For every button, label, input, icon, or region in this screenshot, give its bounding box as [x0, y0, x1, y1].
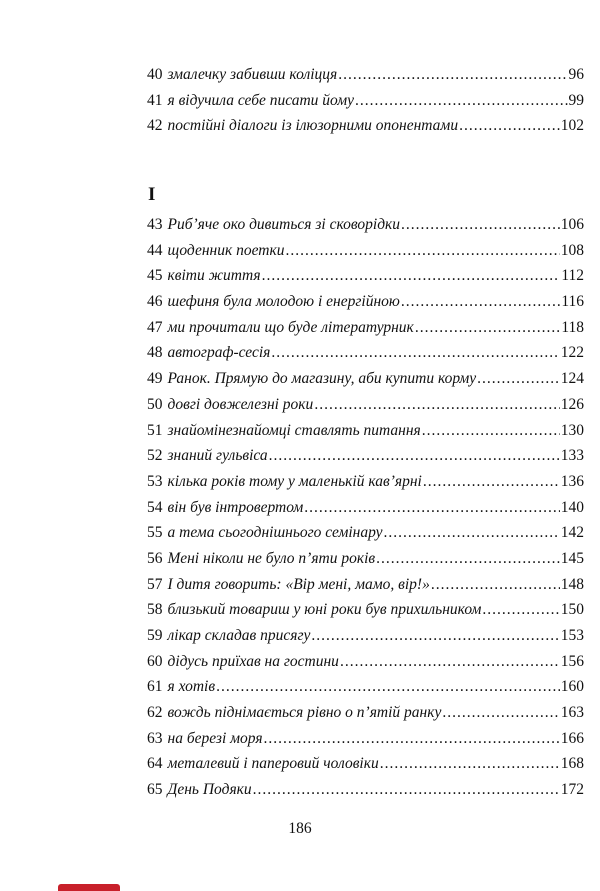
toc-entry	[147, 392, 584, 418]
toc-entry-number: 60	[147, 652, 163, 670]
toc-entry	[147, 315, 584, 341]
dot-leader	[482, 597, 559, 623]
toc-entry-page: 122	[560, 344, 584, 362]
toc-entry-page: 136	[560, 472, 584, 490]
toc-entry-page: 99	[568, 91, 584, 109]
toc-entry-title: Риб’яче око дивиться зі сковорідки	[167, 216, 401, 233]
toc-entry-title: знайомінезнайомці ставлять питання	[167, 421, 421, 439]
toc-entry-page: 140	[560, 498, 584, 516]
toc-entry-page: 148	[560, 575, 584, 593]
toc-entry-number: 45	[147, 267, 163, 285]
toc-entry	[147, 469, 584, 495]
toc-entry	[147, 418, 584, 444]
toc-entry-page: 96	[568, 66, 584, 83]
toc-entry-title: квіти життя	[167, 267, 261, 285]
toc-entry-number: 51	[147, 421, 163, 439]
dot-leader	[304, 495, 559, 521]
dot-leader	[271, 340, 559, 366]
section-heading: І	[148, 184, 156, 205]
toc-entry-page: 168	[560, 755, 584, 773]
dot-leader	[401, 212, 560, 238]
toc-entry-number: 57	[147, 575, 163, 593]
dot-leader	[459, 113, 560, 139]
toc-entry-number: 61	[147, 678, 163, 696]
toc-entry-number: 63	[147, 729, 163, 747]
toc-entry-number: 41	[147, 91, 163, 109]
toc-entry-number: 65	[147, 781, 163, 799]
toc-entry-number: 55	[147, 524, 163, 542]
toc-entry-page: 112	[561, 267, 584, 285]
toc-top-group	[147, 62, 584, 139]
toc-entry-number: 44	[147, 241, 163, 259]
toc-entry	[147, 212, 584, 238]
toc-entry-title: він був інтровертом	[167, 498, 304, 516]
toc-entry-page: 126	[560, 395, 584, 413]
page-number: 186	[288, 820, 312, 837]
dot-leader	[253, 777, 560, 803]
toc-entry-page: 142	[560, 524, 584, 542]
toc-entry-number: 48	[147, 344, 163, 362]
dot-leader	[216, 674, 560, 700]
toc-entry-page: 145	[560, 549, 584, 567]
dot-leader	[311, 623, 559, 649]
toc-entry-title: довгі довжелезні роки	[167, 395, 314, 413]
toc-entry-title: І дитя говорить: «Вір мені, мамо, вір!»	[167, 575, 430, 593]
toc-entry-number: 43	[147, 216, 163, 233]
toc-entry	[147, 546, 584, 572]
dot-leader	[355, 88, 568, 114]
toc-entry-title: Мені ніколи не було п’яти років	[167, 549, 376, 567]
toc-entry-page: 160	[560, 678, 584, 696]
dot-leader	[477, 366, 560, 392]
dot-leader	[314, 392, 559, 418]
dot-leader	[262, 263, 561, 289]
toc-entry-number: 47	[147, 318, 163, 336]
toc-entry-page: 156	[560, 652, 584, 670]
dot-leader	[401, 289, 560, 315]
toc-section-group	[147, 212, 584, 803]
toc-entry-number: 62	[147, 704, 163, 722]
toc-entry	[147, 572, 584, 598]
dot-leader	[340, 649, 560, 675]
dot-leader	[338, 62, 567, 88]
toc-entry-title: автограф-сесія	[167, 344, 271, 362]
toc-entry-title: Ранок. Прямую до магазину, аби купити корму	[167, 370, 477, 388]
toc-entry-page: 108	[560, 241, 584, 259]
toc-entry	[147, 113, 584, 139]
toc-entry-number: 59	[147, 627, 163, 644]
toc-entry-number: 58	[147, 601, 163, 619]
toc-entry-page: 130	[560, 421, 584, 439]
toc-entry-title: ми прочитали що буде літературник	[167, 318, 414, 336]
toc-entry-title: знаний гульвіса	[167, 447, 268, 465]
toc-entry	[147, 751, 584, 777]
toc-entry-page: 172	[560, 781, 584, 799]
toc-entry-title: шефиня була молодою і енергійною	[167, 293, 400, 311]
toc-entry	[147, 238, 584, 264]
toc-entry-page: 133	[560, 447, 584, 465]
toc-entry-number: 46	[147, 293, 163, 311]
toc-entry	[147, 700, 584, 726]
toc-entry-title: близький товариш у юні роки був прихильником	[167, 601, 482, 619]
dot-leader	[384, 520, 560, 546]
toc-entry-number: 52	[147, 447, 163, 465]
dot-leader	[269, 443, 560, 469]
toc-entry-title: змалечку забивши коліцця	[167, 66, 338, 83]
toc-entry-number: 49	[147, 370, 163, 388]
toc-entry	[147, 495, 584, 521]
dot-leader	[422, 418, 560, 444]
toc-entry	[147, 366, 584, 392]
toc-entry	[147, 726, 584, 752]
toc-entry-title: вождь піднімається рівно о п’ятій ранку	[167, 704, 442, 722]
toc-entry	[147, 674, 584, 700]
toc-entry	[147, 777, 584, 803]
toc-entry-title: постійні діалоги із ілюзорними опонентами	[167, 117, 459, 135]
toc-entry-number: 40	[147, 66, 163, 83]
toc-entry-number: 53	[147, 472, 163, 490]
dot-leader	[380, 751, 560, 777]
toc-entry-title: кілька років тому у маленькій кав’ярні	[167, 472, 422, 490]
toc-entry-page: 106	[560, 216, 584, 233]
toc-entry-title: щоденник поетки	[167, 241, 285, 259]
toc-entry	[147, 289, 584, 315]
toc-entry-page: 116	[561, 293, 584, 311]
toc-entry-page: 124	[560, 370, 584, 388]
toc-entry	[147, 597, 584, 623]
toc-entry	[147, 88, 584, 114]
toc-entry	[147, 263, 584, 289]
toc-entry-number: 54	[147, 498, 163, 516]
toc-entry	[147, 443, 584, 469]
toc-entry-page: 166	[560, 729, 584, 747]
toc-entry-page: 163	[560, 704, 584, 722]
toc-entry-number: 56	[147, 549, 163, 567]
toc-entry-title: металевий і паперовий чоловіки	[167, 755, 379, 773]
toc-entry-title: День Подяки	[167, 781, 252, 799]
toc-entry	[147, 340, 584, 366]
dot-leader	[442, 700, 559, 726]
red-bookmark-mark	[58, 884, 120, 891]
toc-entry-number: 42	[147, 117, 163, 135]
toc-entry-page: 118	[561, 318, 584, 336]
dot-leader	[285, 238, 559, 264]
toc-entry-page: 102	[560, 117, 584, 135]
toc-entry	[147, 649, 584, 675]
toc-entry-title: я хотів	[167, 678, 216, 696]
toc-entry	[147, 62, 584, 88]
toc-entry-number: 50	[147, 395, 163, 413]
toc-entry-title: на березі моря	[167, 729, 263, 747]
dot-leader	[431, 572, 560, 598]
toc-entry	[147, 623, 584, 649]
dot-leader	[376, 546, 560, 572]
toc-entry-title: а тема сьогоднішнього семінару	[167, 524, 383, 542]
toc-entry-number: 64	[147, 755, 163, 773]
toc-entry-title: лікар складав присягу	[167, 627, 311, 644]
dot-leader	[264, 726, 560, 752]
toc-entry-title: дідусь приїхав на гостини	[167, 652, 339, 670]
toc-entry	[147, 520, 584, 546]
dot-leader	[415, 315, 561, 341]
toc-entry-title: я відучила себе писати йому	[167, 91, 354, 109]
toc-entry-page: 153	[560, 627, 584, 644]
toc-entry-page: 150	[560, 601, 584, 619]
dot-leader	[423, 469, 560, 495]
